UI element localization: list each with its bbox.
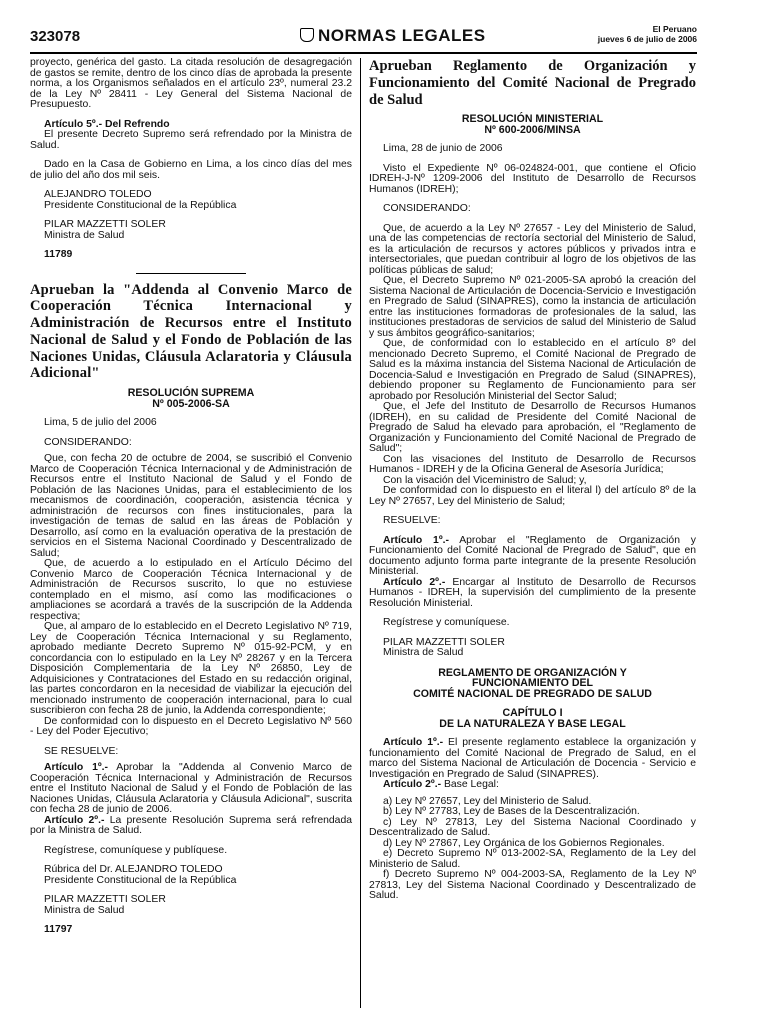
legal-item: e) Decreto Supremo Nº 013-2002-SA, Reglamento de la Ley del Ministerio de Salud. — [369, 848, 696, 870]
publication-date: jueves 6 de julio de 2006 — [597, 34, 697, 44]
article-2-text: Encargar al Instituto de Desarrollo de Recursos Humanos - IDREH, la supervisión del cumplimiento de la presente Resolución Ministerial. — [369, 576, 696, 609]
article-1 — [369, 536, 696, 578]
article-1 — [30, 763, 352, 816]
legal-item: d) Ley Nº 27867, Ley Orgánica de los Gobiernos Regionales. — [383, 837, 665, 849]
paragraph: Que, el Jefe del Instituto de Desarrollo de Recursos Humanos (IDREH), en su calidad de Presidente del Comité Nacional de Pregrado de Salud ha elevado para aprobación, el "Reglamento de Organización y Funcionamiento del Comité Nacional de Pregrado de Salud"; — [369, 401, 696, 455]
article-2-text: Base Legal: — [441, 779, 499, 791]
chapter-title: DE LA NATURALEZA Y BASE LEGAL — [439, 717, 626, 730]
left-column — [30, 58, 352, 936]
article-2-label: Artículo 2º.- — [383, 779, 442, 791]
paragraph: Que, de conformidad con lo establecido en el artículo 8º del mencionado Decreto Supremo, el Comité Nacional de Pregrado de Salud es la máxima instancia del Sistema Nacional de Articulación de Docencia-Salud e Investigación en Pregrado de Salud (SINAPRES), debiendo proponer su Reglamento de Funcionamiento para ser aprobado por Resolución Ministerial del Sector Salud; — [369, 338, 696, 402]
article-2-label: Artículo 2º.- — [383, 576, 446, 588]
publication-name: El Peruano — [652, 24, 697, 34]
visto-text: Visto el Expediente Nº 06-024824-001, que contiene el Oficio IDREH-J-Nº 1209-2006 del Instituto de Desarrollo de Recursos Humanos (IDREH); — [369, 162, 696, 195]
article-1-label: Artículo 1º.- — [383, 534, 449, 546]
regulation-article-2 — [369, 780, 696, 791]
paragraph: De conformidad con lo dispuesto en el literal l) del artículo 8º de la Ley Nº 27657, Ley del Ministerio de Salud; — [369, 485, 696, 507]
legal-item: f) Decreto Supremo Nº 004-2003-SA, Reglamento de la Ley Nº 27813, Ley del Sistema Nacional Coordinado y Descentralizado de Salud. — [369, 869, 696, 902]
coat-of-arms-icon — [300, 28, 314, 42]
page-number: 323078 — [30, 28, 81, 45]
signatory-name: ALEJANDRO TOLEDO — [44, 189, 152, 200]
article-5-label: Artículo 5º.- Del Refrendo — [44, 118, 170, 130]
article-2-label: Artículo 2º.- — [44, 814, 105, 826]
article-2-text: La presente Resolución Suprema será refrendada por la Ministra de Salud. — [30, 814, 353, 837]
article-1-label: Artículo 1º.- — [383, 737, 444, 749]
paragraph: Que, al amparo de lo establecido en el Decreto Legislativo Nº 719, Ley de Cooperación Técnica Internacional y su Reglamento, aprobado mediante Decreto Supremo Nº 015-92-PCM, y en concordancia con lo estipulado en la Ley Nº 28267 y en la Tercera Disposición Complementaria de la Ley Nº 26850, Ley de Adquisiciones y Contrataciones del Estado en su redacción original, las partes concordaron en la necesidad de viabilizar la ejecución del mencionado instrumento de cooperación internacional, para lo cual suscribieron con fecha 28 de junio, la Addenda correspondiente; — [30, 621, 352, 717]
right-column — [369, 58, 696, 902]
document-code: 11789 — [44, 249, 73, 260]
paragraph: Que, de acuerdo a la Ley Nº 27657 - Ley del Ministerio de Salud, una de las competencias de rectoría sectorial del Ministerio de Salud, es la articulación de recursos y actores públicos y privados intra e intersectoriales, que puedan contribuir al logro de los objetivos de las políticas públicas de salud; — [369, 222, 696, 276]
legal-item: c) Ley Nº 27813, Ley del Sistema Nacional Coordinado y Descentralizado de Salud. — [369, 816, 696, 839]
signatory-name: PILAR MAZZETTI SOLER — [383, 636, 505, 648]
legal-item: b) Ley Nº 27783, Ley de Bases de la Descentralización. — [383, 806, 640, 818]
closing-formula: Regístrese, comuníquese y publíquese. — [44, 844, 228, 856]
resolution-number: Nº 600-2006/MINSA — [484, 123, 581, 136]
se-resuelve-label: SE RESUELVE: — [44, 745, 119, 757]
dado-text: Dado en la Casa de Gobierno en Lima, a los cinco días del mes de julio del año dos mil seis. — [30, 159, 352, 181]
separator-rule — [136, 273, 246, 274]
paragraph: Con las visaciones del Instituto de Desarrollo de Recursos Humanos - IDREH y de la Oficina General de Asesoría Jurídica; — [369, 453, 696, 476]
resolution-type: RESOLUCIÓN MINISTERIAL — [461, 113, 604, 126]
signatory-title: Ministra de Salud — [383, 647, 464, 659]
resolution-type: RESOLUCIÓN SUPREMA — [127, 387, 255, 400]
article-5-text: El presente Decreto Supremo será refrendado por la Ministra de Salud. — [30, 129, 352, 151]
article-2 — [30, 816, 352, 837]
signatory-title: Presidente Constitucional de la República — [44, 874, 237, 886]
regulation-article-1 — [369, 738, 696, 780]
legal-item: a) Ley Nº 27657, Ley del Ministerio de Salud. — [383, 795, 592, 807]
signatory-title: Ministra de Salud — [44, 904, 125, 916]
paragraph: Que, con fecha 20 de octubre de 2004, se suscribió el Convenio Marco de Cooperación Técnica Internacional y de Administración de Recursos entre el Instituto Nacional de Salud y el Fondo de Población de las Naciones Unidas, para el establecimiento de los mecanismos de coordinación, cooperación, asistencia técnica y administración de recursos con fines institucionales, para la investigación de temas de salud en las áreas de Población y Desarrollo, así como en la evaluación operativa de la prestación de servicios en el Sistema Nacional Coordinado y Descentralizado de Salud; — [30, 453, 352, 559]
article-heading: Aprueban la "Addenda al Convenio Marco de Cooperación Técnica Internacional y Administración de Recursos entre el Instituto Nacional de Salud y el Fondo de Población de las Naciones Unidas, Cláusula Aclaratoria y Cláusula Adicional" — [30, 281, 352, 382]
considerando-label: CONSIDERANDO: — [383, 203, 471, 215]
signatory-name: PILAR MAZZETTI SOLER — [44, 894, 166, 906]
paragraph: Que, de acuerdo a lo estipulado en el Artículo Décimo del Convenio Marco de Cooperación Técnica Internacional y de Administración de Recursos suscrito, lo que no estuviese contemplado en el mismo, así como las modificaciones o ampliaciones se acordará a través de la suscripción de la Addenda respectiva; — [30, 558, 352, 622]
article-1-text: Aprobar la "Addenda al Convenio Marco de Cooperación Técnica Internacional y Administración de Recursos entre el Instituto Nacional de Salud y el Fondo de Población de las Naciones Unidas, Cláusula Aclaratoria y Cláusula Adicional", suscrita con fecha 28 de junio de 2006. — [30, 762, 352, 816]
column-divider — [360, 58, 361, 1008]
article-heading: Aprueban Reglamento de Organización y Funcionamiento del Comité Nacional de Pregrado de Salud — [369, 58, 696, 108]
article-1-label: Artículo 1º.- — [44, 762, 109, 774]
rubrica-line: Rúbrica del Dr. ALEJANDRO TOLEDO — [44, 864, 223, 876]
section-title — [300, 26, 486, 46]
page-header — [30, 24, 697, 54]
signatory-title: Ministra de Salud — [44, 229, 125, 241]
date-line: Lima, 28 de junio de 2006 — [383, 143, 503, 155]
regulation-title: FUNCIONAMIENTO DEL — [471, 677, 594, 690]
regulation-title: COMITÉ NACIONAL DE PREGRADO DE SALUD — [413, 687, 652, 700]
continued-text: proyecto, genérica del gasto. La citada resolución de desagregación de gastos se remite, dentro de los cinco días de aprobada la presente norma, a los Organismos señalados en el artículo 23º, numeral 23.2 de la Ley Nº 28411 - Ley General del Sistema Nacional de Presupuesto. — [30, 57, 352, 110]
article-2 — [369, 578, 696, 610]
article-1-text: Aprobar el "Reglamento de Organización y Funcionamiento del Comité Nacional de Pregrado de Salud", que en documento adjunto forma parte integrante de la presente Resolución Ministerial. — [369, 534, 696, 578]
chapter-number: CAPÍTULO I — [502, 707, 563, 720]
considerando-label: CONSIDERANDO: — [44, 436, 132, 448]
section-title-text: NORMAS LEGALES — [318, 26, 486, 45]
date-line: Lima, 5 de julio del 2006 — [44, 417, 157, 429]
paragraph: Con la visación del Viceministro de Salud; y, — [383, 474, 587, 486]
signatory-name: PILAR MAZZETTI SOLER — [44, 219, 166, 230]
paragraph: De conformidad con lo dispuesto en el Decreto Legislativo Nº 560 - Ley del Poder Ejecutivo; — [30, 715, 352, 738]
closing-formula: Regístrese y comuníquese. — [383, 617, 510, 629]
document-code: 11797 — [44, 924, 73, 936]
resuelve-label: RESUELVE: — [383, 515, 441, 527]
signatory-title: Presidente Constitucional de la República — [44, 199, 237, 211]
resolution-number: Nº 005-2006-SA — [152, 397, 230, 410]
regulation-title: REGLAMENTO DE ORGANIZACIÓN Y — [438, 666, 627, 679]
article-1-text: El presente reglamento establece la organización y funcionamiento del Comité Nacional de Pregrado de Salud, en el marco del Sistema Nacional de Articulación de Docencia - Servicio e Investigación en Pregrado de Salud (SINAPRES). — [369, 737, 696, 780]
paragraph: Que, el Decreto Supremo Nº 021-2005-SA aprobó la creación del Sistema Nacional de Articulación de Docencia-Servicio e Investigación en Pregrado de Salud (SINAPRES), como la instancia de articulación entre las instituciones formadoras de profesionales de la salud, las instituciones prestadoras de servicios de salud del Ministerio de Salud y sus ámbitos geográfico-sanitarios; — [369, 275, 696, 339]
publication-info — [598, 24, 697, 44]
